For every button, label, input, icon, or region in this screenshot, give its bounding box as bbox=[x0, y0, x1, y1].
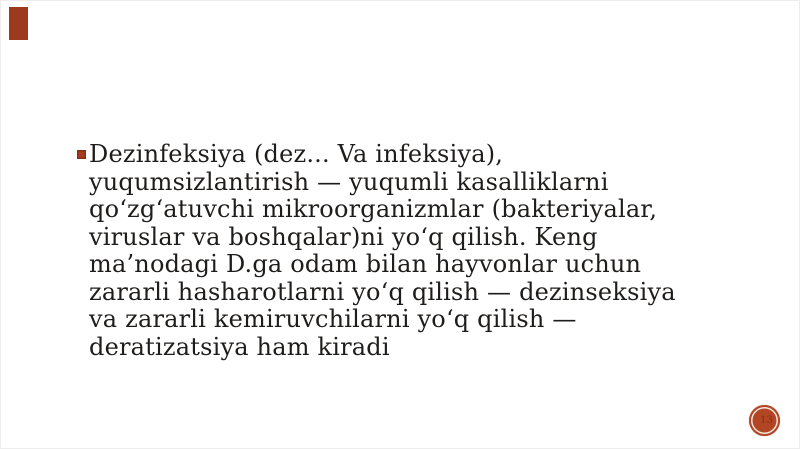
text-line: deratizatsiya ham kiradi bbox=[89, 332, 390, 361]
square-bullet-icon bbox=[77, 150, 86, 159]
corner-accent-rect bbox=[9, 7, 28, 40]
text-line: viruslar va boshqalar)ni yo‘q qilish. Keng bbox=[89, 222, 598, 251]
text-line: va zararli kemiruvchilarni yo‘q qilish — bbox=[89, 305, 577, 333]
text-line: zararli hasharotlarni yo‘q qilish — dezinseksiya bbox=[89, 277, 676, 306]
slide-number-badge bbox=[749, 405, 780, 436]
text-line: yuqumsizlantirish — yuqumli kasalliklarni bbox=[89, 167, 609, 196]
text-line: ma’nodagi D.ga odam bilan hayvonlar uchun bbox=[89, 250, 642, 278]
slide-number: 13 bbox=[760, 415, 773, 426]
text-line: Dezinfeksiya (dez... Va infeksiya), bbox=[89, 140, 504, 168]
text-line: qo‘zg‘atuvchi mikroorganizmlar (bakteriyalar, bbox=[89, 195, 658, 223]
bullet-paragraph bbox=[89, 141, 737, 361]
bullet-text-block bbox=[77, 141, 737, 361]
